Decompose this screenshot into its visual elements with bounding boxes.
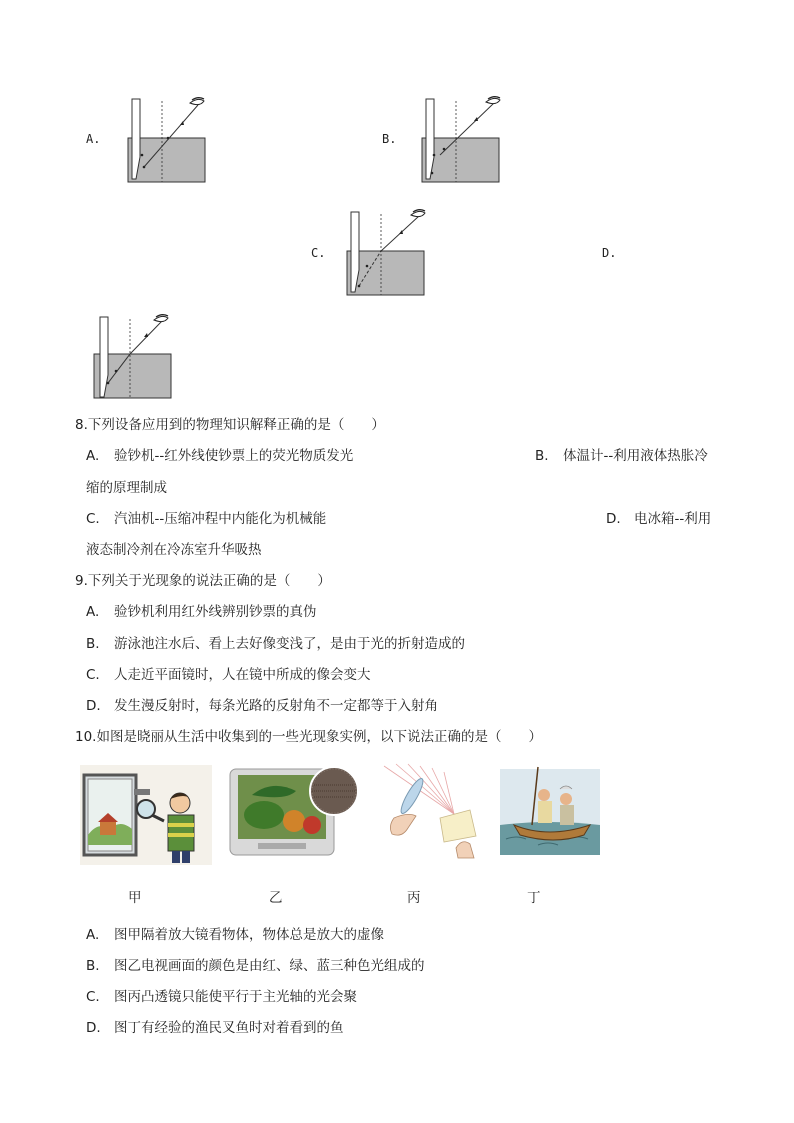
option-text: 图甲隔着放大镜看物体，物体总是放大的虚像	[114, 927, 384, 943]
q8-option-c	[86, 510, 326, 528]
q8-option-a	[86, 447, 353, 465]
figure-jia-magnifier	[80, 765, 212, 865]
q8-option-d-continued: 液态制冷剂在冷冻室升华吸热	[86, 542, 262, 558]
question-10-stem: 10.如图是晓丽从生活中收集到的一些光现象实例，以下说法正确的是（ ）	[75, 729, 542, 745]
option-a-label: A.	[86, 132, 101, 146]
option-text: 验钞机利用红外线辨别钞票的真伪	[114, 604, 317, 620]
option-text: 验钞机--红外线使钞票上的荧光物质发光	[114, 448, 354, 464]
figure-bing-convex-lens	[374, 762, 484, 862]
option-letter: C.	[86, 511, 100, 527]
q8-option-b	[535, 447, 708, 465]
q9-option-a	[86, 603, 317, 621]
option-text: 游泳池注水后、看上去好像变浅了，是由于光的折射造成的	[114, 636, 465, 652]
q8-option-b-continued: 缩的原理制成	[86, 480, 167, 496]
option-letter: A.	[86, 927, 100, 943]
option-c-label: C.	[311, 246, 326, 260]
option-text: 人走近平面镜时，人在镜中所成的像会变大	[114, 667, 371, 683]
q9-option-b	[86, 635, 465, 653]
q10-option-c	[86, 988, 357, 1006]
q10-option-b	[86, 957, 425, 975]
figure-yi-television	[228, 765, 360, 861]
option-letter: B.	[86, 958, 100, 974]
q10-option-a	[86, 926, 384, 944]
option-letter: C.	[86, 989, 100, 1005]
option-letter: C.	[86, 667, 100, 683]
diagram-c	[339, 208, 439, 300]
diagram-a	[120, 95, 220, 187]
figure-caption-ding: 丁	[527, 890, 541, 906]
q10-option-d	[86, 1019, 344, 1037]
diagram-d	[86, 313, 186, 405]
q8-option-d	[606, 510, 711, 528]
option-letter: B.	[86, 636, 100, 652]
option-text: 图乙电视画面的颜色是由红、绿、蓝三种色光组成的	[114, 958, 425, 974]
option-text: 图丙凸透镜只能使平行于主光轴的光会聚	[114, 989, 357, 1005]
option-text: 电冰箱--利用	[634, 511, 712, 527]
option-letter: D.	[606, 511, 621, 527]
figure-caption-jia: 甲	[128, 890, 142, 906]
option-letter: D.	[86, 1020, 101, 1036]
option-text: 体温计--利用液体热胀冷	[563, 448, 708, 464]
question-9-stem: 9.下列关于光现象的说法正确的是（ ）	[75, 573, 331, 589]
question-8-stem: 8.下列设备应用到的物理知识解释正确的是（ ）	[75, 417, 385, 433]
option-text: 图丁有经验的渔民叉鱼时对着看到的鱼	[114, 1020, 344, 1036]
figure-caption-bing: 丙	[407, 890, 421, 906]
q9-option-d	[86, 697, 438, 715]
option-b-label: B.	[382, 132, 397, 146]
option-letter: D.	[86, 698, 101, 714]
option-letter: B.	[535, 448, 549, 464]
diagram-b	[414, 95, 514, 187]
option-letter: A.	[86, 604, 100, 620]
option-text: 汽油机--压缩冲程中内能化为机械能	[114, 511, 327, 527]
option-text: 发生漫反射时，每条光路的反射角不一定都等于入射角	[114, 698, 438, 714]
figure-caption-yi: 乙	[269, 890, 283, 906]
q9-option-c	[86, 666, 371, 684]
figure-ding-fishing	[498, 765, 602, 861]
option-d-label: D.	[602, 246, 617, 260]
option-letter: A.	[86, 448, 100, 464]
